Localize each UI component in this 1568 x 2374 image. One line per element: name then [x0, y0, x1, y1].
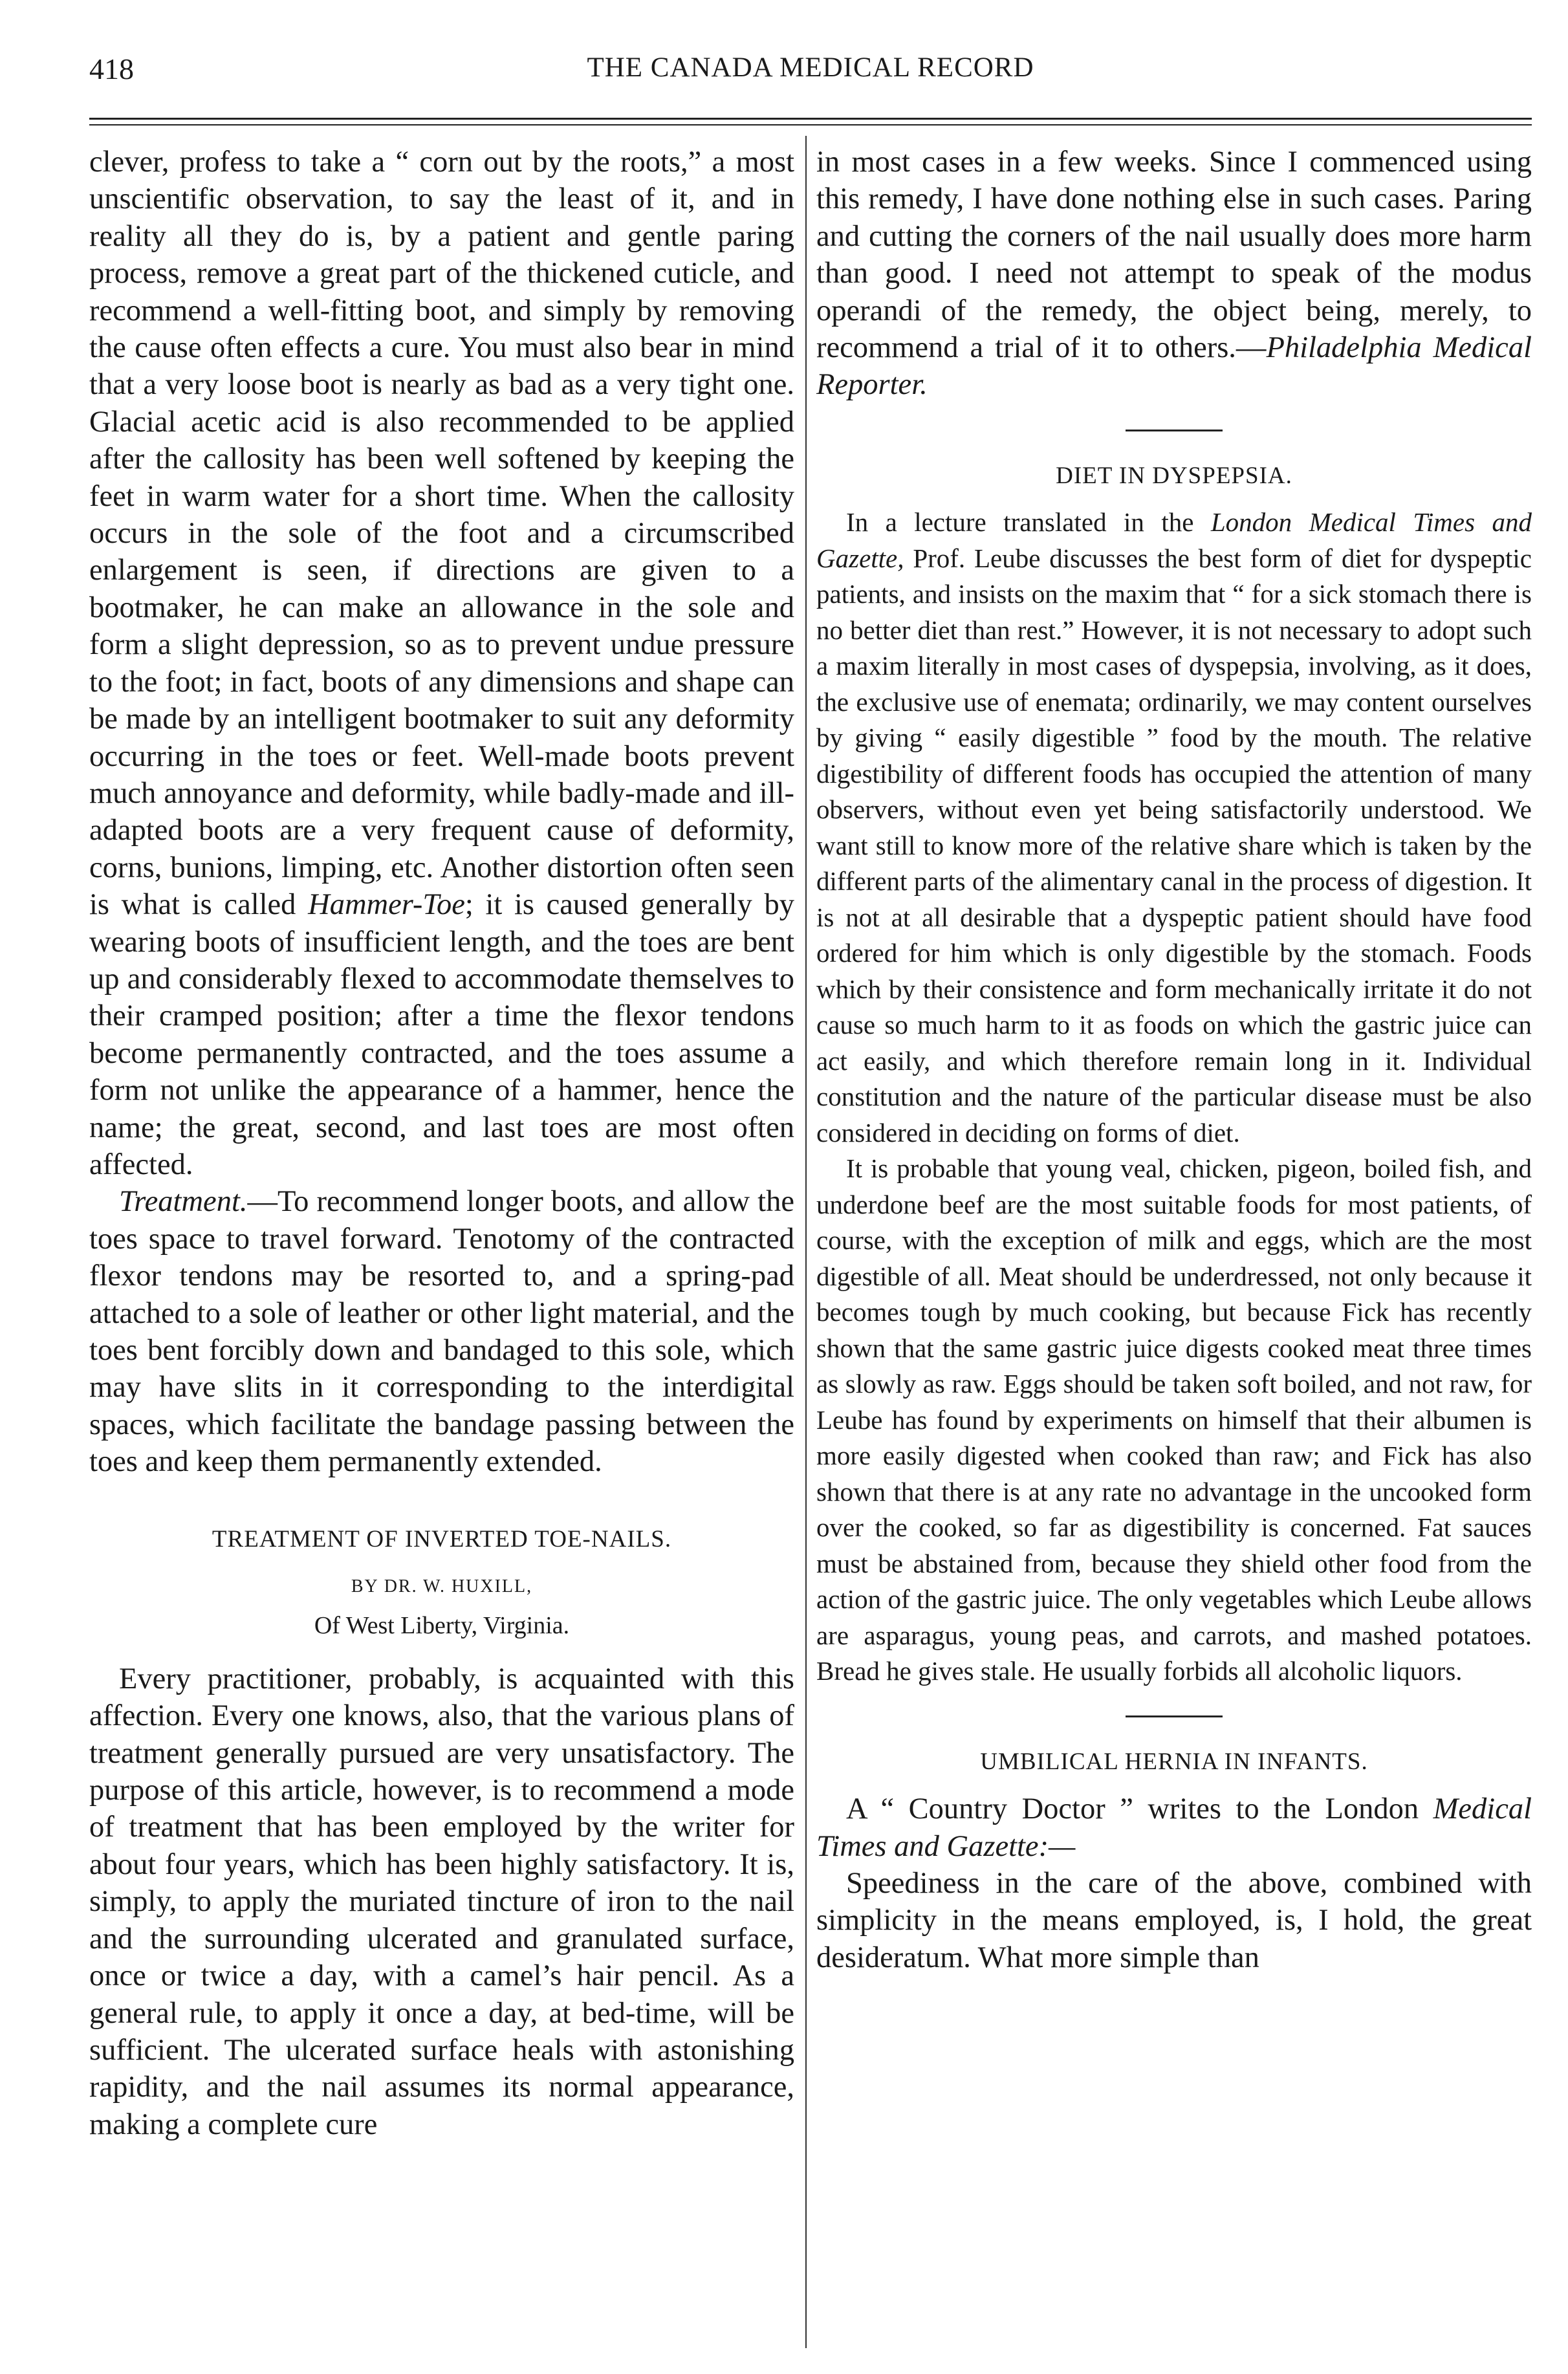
running-title: THE CANADA MEDICAL RECORD — [587, 52, 1034, 83]
paragraph-hernia-body: Speediness in the care of the above, combined with simplicity in the means employed, is, I hold, the great desideratum. What more simple than — [816, 1866, 1532, 1974]
paragraph-toe-nails-continued: in most cases in a few weeks. Since I commenced using this remedy, I have done nothing else in such cases. Paring and cutting the corners of the nail usually does more harm than good. I need not attempt to speak of the modus operandi of the remedy, the object being, merely, to recommend a trial of it to others.—Philadelphia Medical Reporter. — [816, 146, 1532, 402]
paragraph-toe-nails: Every practitioner, probably, is acquainted with this affection. Every one knows, also, that the various plans of treatment generally pursued are very unsatisfactory. The purpose of this article, however, is to recommend a mode of treatment that has been employed by the writer for about four years, which has been highly satisfactory. It is, simply, to apply the muriated tincture of iron to the nail and the surrounding ulcerated and granulated surface, once or twice a day, with a camel’s hair pencil. As a general rule, to apply it once a day, at bed-time, will be sufficient. The ulcerated surface heals with astonishing rapidity, and the nail assumes its normal appearance, making a complete cure — [89, 1662, 794, 2141]
section-title-inverted-toe-nails: TREATMENT OF INVERTED TOE-NAILS. — [212, 1525, 672, 1552]
source-citation: Philadelphia Medical Reporter. — [816, 331, 1532, 402]
author-byline: BY DR. W. HUXILL, — [351, 1576, 533, 1597]
paragraph-treatment: Treatment.—To recommend longer boots, and allow the toes space to travel forward. Tenotomy of the contracted flexor tendons may be resorted to, and a spring-pad attached to a sole of leather or other light material, and the toes bent forcibly down and bandaged to this sole, which may have slits in it corresponding to the interdigital spaces, which facilitate the bandage passing between the toes and keep them permanently extended. — [89, 1185, 794, 1479]
section-title-diet-dyspepsia: DIET IN DYSPEPSIA. — [1056, 462, 1292, 489]
paragraph-diet-foods: It is probable that young veal, chicken, pigeon, boiled fish, and underdone beef are the most suitable foods for most patients, of course, with the exception of milk and eggs, which are the most digestible of all. Meat should be underdressed, not only because it becomes tough by much cooking, but because Fick has recently shown that the same gastric juice digests cooked meat three times as slowly as raw. Eggs should be taken soft boiled, and not raw, for Leube has found by experiments on himself that their albumen is more easily digested when cooked than raw; and Fick has also shown that there is at any rate no advantage in the uncooked form over the cooked, so far as digestibility is concerned. Fat sauces must be abstained from, because they shield other food from the action of the gastric juice. The only vegetables which Leube allows are asparagus, young peas, and carrots, and mashed potatoes. Bread he gives stale. He usually forbids all alcoholic liquors. — [816, 1153, 1532, 1686]
paragraph-hernia-intro: A “ Country Doctor ” writes to the London Medical Times and Gazette:— — [816, 1792, 1532, 1863]
journal-name-hernia: Medical Times and Gazette:— — [816, 1792, 1532, 1863]
journal-name: London Medical Times and Gazette, — [816, 507, 1532, 573]
paragraph-corns: clever, profess to take a “ corn out by the roots,” a most unscientific observation, to say the least of it, and in reality all they do is, by a patient and gentle paring process, remove a great part of the thickened cuticle, and recommend a well-fitting boot, and simply by removing the cause often effects a cure. You must also bear in mind that a very loose boot is nearly as bad as a very tight one. Glacial acetic acid is also recommended to be applied after the callosity has been well softened by keeping the feet in warm water for a short time. When the callosity occurs in the sole of the foot and a circumscribed enlargement is seen, if directions are given to a bootmaker, he can make an allowance in the sole and form a slight depression, so as to prevent undue pressure to the foot; in fact, boots of any dimensions and shape can be made by an intelligent bootmaker to suit any deformity occurring in the toes or feet. Well-made boots prevent much annoyance and deformity, while badly-made and ill-adapted boots are a very frequent cause of deformity, corns, bunions, limping, etc. Another distortion often seen is what is called Hammer-Toe; it is caused generally by wearing boots of insufficient length, and the toes are bent up and considerably flexed to accommodate themselves to their cramped position; after a time the flexor tendons become permanently contracted, and the toes assume a form not unlike the appearance of a hammer, hence the name; the great, second, and last toes are most often affected. — [89, 146, 794, 1181]
paragraph-diet-intro: In a lecture translated in the London Medical Times and Gazette, Prof. Leube discusses the best form of diet for dyspeptic patients, and insists on the maxim that “ for a sick stomach there is no better diet than rest.” However, it is not necessary to adopt such a maxim literally in most cases of dyspepsia, involving, as it does, the exclusive use of enemata; ordinarily, we may content ourselves by giving “ easily digestible ” food by the mouth. The relative digestibility of different foods has occupied the attention of many observers, without even yet being satisfactorily understood. We want still to know more of the relative share which is taken by the different parts of the alimentary canal in the process of digestion. It is not at all desirable that a dyspeptic patient should have food ordered for him which is only digestible by the stomach. Foods which by their consistence and form mechanically irritate it do not cause so much harm to it as foods on which the gastric juice can act easily, and which therefore remain long in it. Individual constitution and the nature of the particular disease must be also considered in deciding on forms of diet. — [816, 507, 1532, 1148]
hammer-toe-term: Hammer-Toe — [308, 888, 465, 922]
section-rule — [1126, 430, 1223, 431]
left-column — [89, 144, 794, 2143]
right-column — [816, 144, 1532, 1976]
page-number: 418 — [89, 52, 134, 85]
treatment-label: Treatment. — [119, 1185, 248, 1219]
column-divider — [805, 136, 807, 2348]
page-header — [89, 52, 1532, 103]
section-title-umbilical-hernia: UMBILICAL HERNIA IN INFANTS. — [980, 1748, 1368, 1775]
header-rule — [89, 118, 1532, 125]
section-rule — [1126, 1715, 1223, 1717]
author-affiliation: Of West Liberty, Virginia. — [314, 1612, 570, 1640]
